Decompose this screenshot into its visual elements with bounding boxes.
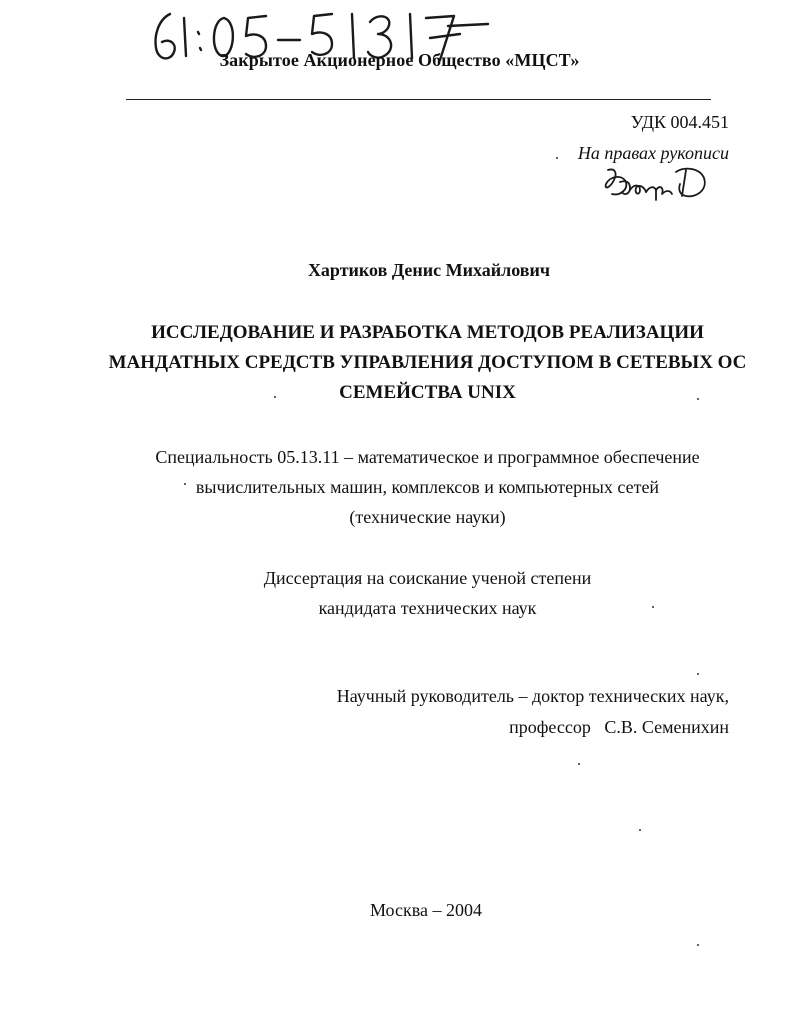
specialty-line: (технические науки) <box>349 507 506 527</box>
scan-speck <box>639 829 641 831</box>
title-line: МАНДАТНЫХ СРЕДСТВ УПРАВЛЕНИЯ ДОСТУПОМ В СЕТЕВЫХ ОС <box>108 352 747 373</box>
city-year: Москва – 2004 <box>370 900 482 920</box>
scan-speck <box>697 944 699 946</box>
author-name: Хартиков Денис Михайлович <box>307 260 551 280</box>
specialty-line: вычислительных машин, комплексов и компьютерных сетей <box>195 477 660 497</box>
header-rule <box>126 99 711 100</box>
scan-speck <box>274 396 276 398</box>
manuscript-rights: На правах рукописи <box>577 143 729 163</box>
scan-speck <box>578 763 580 765</box>
scan-speck <box>184 483 186 485</box>
degree-line: кандидата технических наук <box>318 598 537 618</box>
specialty-line: Специальность 05.13.11 – математическое и программное обеспечение <box>155 447 700 467</box>
degree-block <box>30 563 799 623</box>
scan-speck <box>652 606 654 608</box>
organization-name: Закрытое Акционерное Общество «МЦСТ» <box>219 50 580 70</box>
scan-speck <box>697 673 699 675</box>
advisor-name: профессор С.В. Семенихин <box>509 717 729 737</box>
dissertation-title <box>40 318 799 408</box>
specialty-block <box>40 442 799 532</box>
scan-speck <box>697 398 699 400</box>
title-line: СЕМЕЙСТВА UNIX <box>339 382 516 403</box>
udk-code: УДК 004.451 <box>630 112 729 132</box>
advisor-title: Научный руководитель – доктор технических наук, <box>336 686 729 706</box>
author-signature <box>600 160 720 205</box>
scan-speck <box>556 157 558 159</box>
title-line: ИССЛЕДОВАНИЕ И РАЗРАБОТКА МЕТОДОВ РЕАЛИЗАЦИИ <box>151 322 704 343</box>
degree-line: Диссертация на соискание ученой степени <box>263 568 592 588</box>
